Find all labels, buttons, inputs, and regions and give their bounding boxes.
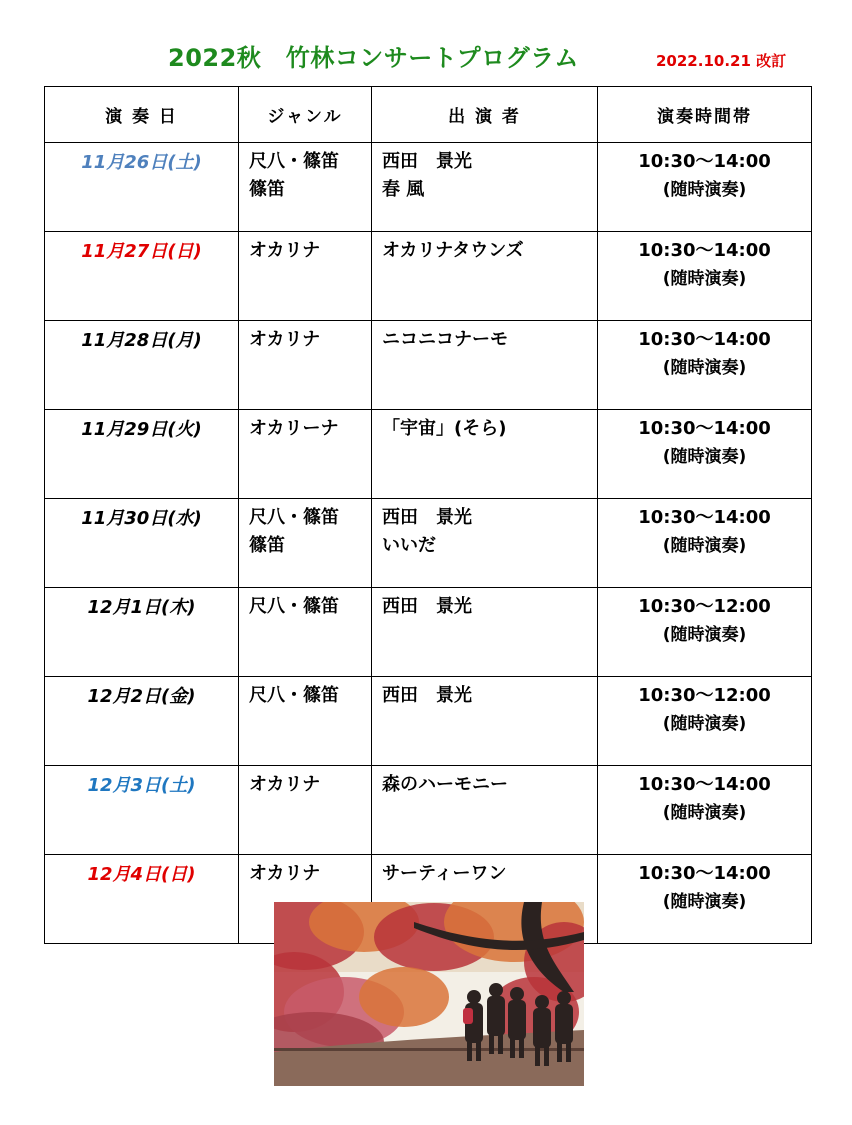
cell-time xyxy=(598,410,812,499)
cell-time xyxy=(598,499,812,588)
visitor-head xyxy=(535,995,549,1009)
cell-time xyxy=(598,321,812,410)
genre-text: 尺八・篠笛 xyxy=(249,151,339,172)
table-row xyxy=(45,143,812,232)
genre-text: 尺八・篠笛 xyxy=(249,507,339,528)
performer-text: 西田 景光 xyxy=(382,596,472,617)
cell-genre xyxy=(239,499,372,588)
time-note: (随時演奏) xyxy=(662,803,747,823)
cell-time xyxy=(598,143,812,232)
visitor-leg xyxy=(535,1046,540,1066)
cell-time xyxy=(598,588,812,677)
cell-date: 12月4日(日) xyxy=(45,855,239,944)
performer-text: 西田 景光 xyxy=(382,685,472,706)
table-row xyxy=(45,677,812,766)
time-note: (随時演奏) xyxy=(662,892,747,912)
time-note: (随時演奏) xyxy=(662,536,747,556)
cell-date: 12月3日(土) xyxy=(45,766,239,855)
table-row xyxy=(45,766,812,855)
autumn-foliage-photo xyxy=(274,902,584,1086)
visitor-head xyxy=(467,990,481,1004)
header-date: 演 奏 日 xyxy=(45,87,239,143)
table-row xyxy=(45,588,812,677)
cell-date: 11月28日(月) xyxy=(45,321,239,410)
visitor-body xyxy=(533,1008,551,1048)
cell-performer xyxy=(372,766,598,855)
revision-date: 2022.10.21 改訂 xyxy=(656,52,787,70)
genre-text: 尺八・篠笛 xyxy=(249,596,339,617)
visitor-body xyxy=(508,1000,526,1040)
performer-text: オカリナタウンズ xyxy=(382,240,524,261)
time-range: 10:30～14:00 xyxy=(638,418,771,439)
cell-date: 11月27日(日) xyxy=(45,232,239,321)
genre-text: オカリナ xyxy=(249,774,321,795)
cell-date: 11月29日(火) xyxy=(45,410,239,499)
performer-text: 森のハーモニー xyxy=(382,774,508,795)
visitor-leg xyxy=(498,1034,503,1054)
visitor-head xyxy=(489,983,503,997)
performer-text: 西田 景光 xyxy=(382,151,472,172)
time-range: 10:30～14:00 xyxy=(638,774,771,795)
cell-date: 12月1日(木) xyxy=(45,588,239,677)
visitor-head xyxy=(510,987,524,1001)
header-performer: 出 演 者 xyxy=(372,87,598,143)
cell-genre xyxy=(239,677,372,766)
time-note: (随時演奏) xyxy=(662,625,747,645)
visitor-leg xyxy=(476,1041,481,1061)
table-row xyxy=(45,410,812,499)
time-note: (随時演奏) xyxy=(662,358,747,378)
table-row xyxy=(45,499,812,588)
genre-text: 尺八・篠笛 xyxy=(249,685,339,706)
performer-text: 「宇宙」(そら) xyxy=(382,418,507,439)
time-note: (随時演奏) xyxy=(662,269,747,289)
time-note: (随時演奏) xyxy=(662,180,747,200)
cell-genre xyxy=(239,588,372,677)
genre-text: 篠笛 xyxy=(249,179,285,200)
visitor-body xyxy=(555,1004,573,1044)
foliage-blob xyxy=(359,967,449,1027)
cell-time xyxy=(598,232,812,321)
cell-performer xyxy=(372,321,598,410)
cell-time xyxy=(598,766,812,855)
genre-text: オカリナ xyxy=(249,329,321,350)
visitor-leg xyxy=(519,1038,524,1058)
cell-performer xyxy=(372,499,598,588)
table-header-row xyxy=(45,87,812,143)
cell-performer xyxy=(372,588,598,677)
cell-performer xyxy=(372,410,598,499)
visitor-head xyxy=(557,991,571,1005)
performer-text: ニコニコナーモ xyxy=(382,329,508,350)
genre-text: オカリーナ xyxy=(249,418,339,439)
visitor-leg xyxy=(467,1041,472,1061)
time-note: (随時演奏) xyxy=(662,447,747,467)
time-range: 10:30～12:00 xyxy=(638,685,771,706)
visitor-leg xyxy=(510,1038,515,1058)
cell-time xyxy=(598,855,812,944)
time-range: 10:30～14:00 xyxy=(638,863,771,884)
cell-date: 12月2日(金) xyxy=(45,677,239,766)
cell-genre xyxy=(239,410,372,499)
cell-performer xyxy=(372,677,598,766)
time-range: 10:30～12:00 xyxy=(638,596,771,617)
autumn-foliage-image xyxy=(274,902,584,1086)
header-time: 演奏時間帯 xyxy=(598,87,812,143)
cell-genre xyxy=(239,143,372,232)
table-row xyxy=(45,321,812,410)
visitor-leg xyxy=(557,1042,562,1062)
time-range: 10:30～14:00 xyxy=(638,240,771,261)
time-range: 10:30～14:00 xyxy=(638,507,771,528)
visitor-leg xyxy=(544,1046,549,1066)
cell-performer xyxy=(372,143,598,232)
performer-text: 西田 景光 xyxy=(382,507,472,528)
visitor-bag xyxy=(463,1008,473,1024)
performer-text: いいだ xyxy=(382,535,436,556)
genre-text: オカリナ xyxy=(249,863,321,884)
visitor-body xyxy=(487,996,505,1036)
genre-text: 篠笛 xyxy=(249,535,285,556)
cell-genre xyxy=(239,766,372,855)
cell-date: 11月30日(水) xyxy=(45,499,239,588)
cell-genre xyxy=(239,232,372,321)
genre-text: オカリナ xyxy=(249,240,321,261)
time-note: (随時演奏) xyxy=(662,714,747,734)
page-title: 2022秋 竹林コンサートプログラム xyxy=(168,44,579,72)
cell-time xyxy=(598,677,812,766)
program-table xyxy=(44,86,812,944)
performer-text: サーティーワン xyxy=(382,863,507,884)
cell-date: 11月26日(土) xyxy=(45,143,239,232)
time-range: 10:30～14:00 xyxy=(638,151,771,172)
performer-text: 春 風 xyxy=(382,179,425,200)
cell-performer xyxy=(372,232,598,321)
visitor-leg xyxy=(489,1034,494,1054)
cell-genre xyxy=(239,321,372,410)
table-row xyxy=(45,232,812,321)
header-genre: ジャンル xyxy=(239,87,372,143)
visitor-leg xyxy=(566,1042,571,1062)
time-range: 10:30～14:00 xyxy=(638,329,771,350)
